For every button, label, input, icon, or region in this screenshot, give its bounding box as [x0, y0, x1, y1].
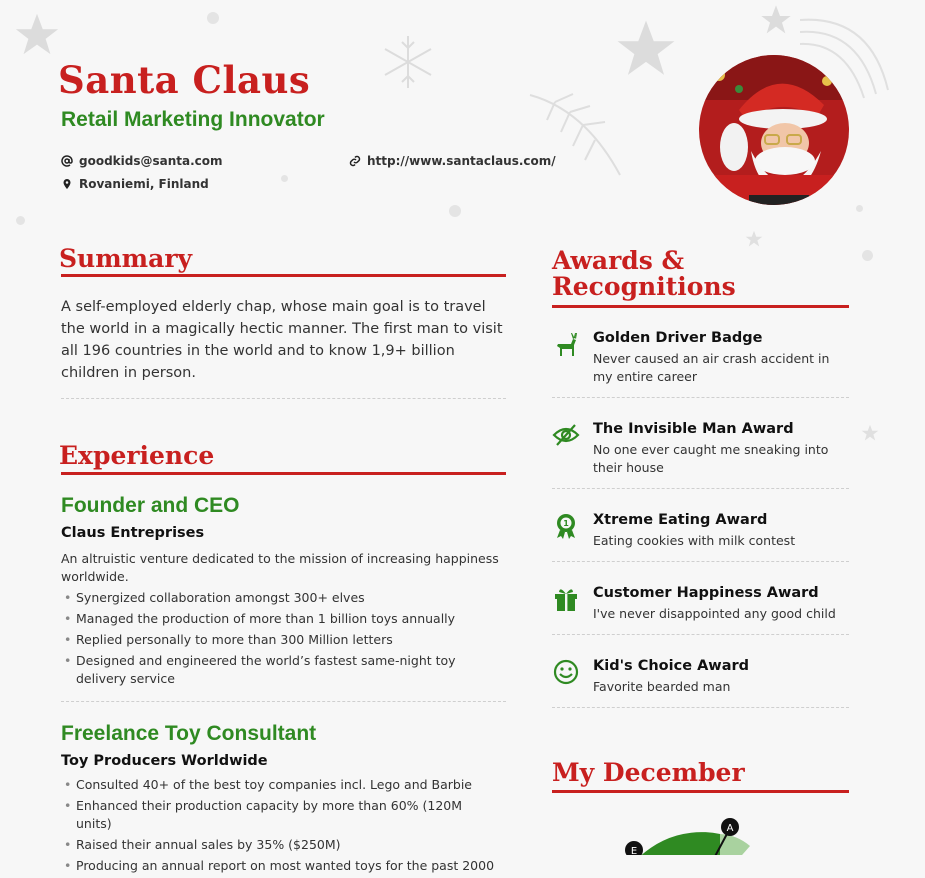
- reindeer-icon: [552, 330, 580, 358]
- pie-label-e: E: [630, 846, 638, 855]
- job-bullet-list: [61, 776, 501, 878]
- smiley-icon: [552, 658, 580, 686]
- dot-decoration: [449, 205, 461, 217]
- job-bullet: • Enhanced their production capacity by more than 60% (120M units): [61, 797, 501, 833]
- december-rule: [552, 790, 849, 793]
- svg-text:1: 1: [563, 519, 569, 528]
- email-text: goodkids@santa.com: [79, 154, 223, 168]
- award-title: Golden Driver Badge: [593, 330, 763, 346]
- awards-heading-line1: Awards &: [552, 246, 685, 275]
- summary-heading: Summary: [59, 244, 193, 273]
- dot-decoration: [281, 175, 288, 182]
- experience-rule: [61, 472, 506, 475]
- snowflake-decoration-icon: [378, 32, 438, 92]
- job-bullet: • Replied personally to more than 300 Million letters: [61, 631, 501, 649]
- divider: [61, 398, 506, 399]
- job-bullet-list: [61, 589, 501, 691]
- job-title: Founder and CEO: [61, 494, 240, 517]
- company-name: Toy Producers Worldwide: [61, 753, 268, 769]
- award-description: Eating cookies with milk contest: [593, 533, 796, 548]
- divider: [552, 397, 849, 398]
- award-title: Customer Happiness Award: [593, 585, 819, 601]
- divider: [552, 707, 849, 708]
- dot-decoration: [207, 12, 219, 24]
- person-title: Retail Marketing Innovator: [61, 108, 325, 131]
- divider: [61, 701, 506, 702]
- star-decoration-icon: [14, 12, 60, 58]
- star-decoration-icon: [861, 424, 879, 442]
- awards-heading: [552, 248, 736, 300]
- dot-decoration: [862, 250, 873, 261]
- divider: [552, 488, 849, 489]
- job-bullet: • Synergized collaboration amongst 300+ elves: [61, 589, 501, 607]
- award-description: Favorite bearded man: [593, 679, 731, 694]
- divider: [552, 634, 849, 635]
- dot-decoration: [16, 216, 25, 225]
- dot-decoration: [856, 205, 863, 212]
- location-contact: [61, 177, 209, 191]
- company-name: Claus Entreprises: [61, 525, 205, 541]
- award-title: Kid's Choice Award: [593, 658, 750, 674]
- link-icon: [349, 155, 361, 167]
- awards-rule: [552, 305, 849, 308]
- person-name: Santa Claus: [58, 58, 311, 102]
- at-sign-icon: [61, 155, 73, 167]
- website-contact[interactable]: [349, 154, 556, 168]
- gift-icon: [552, 585, 580, 613]
- job-bullet: • Raised their annual sales by 35% ($250M): [61, 836, 501, 854]
- star-decoration-icon: [760, 4, 792, 36]
- website-text: http://www.santaclaus.com/: [367, 154, 556, 168]
- divider: [552, 561, 849, 562]
- award-description: I've never disappointed any good child: [593, 606, 836, 621]
- email-contact[interactable]: [61, 154, 223, 168]
- award-title: The Invisible Man Award: [593, 421, 794, 437]
- job-title: Freelance Toy Consultant: [61, 722, 317, 745]
- summary-text: A self-employed elderly chap, whose main goal is to travel the world in a magically hectic manner. The first man to visit all 196 countries in the world and to know 1,9+ billion children in person.: [61, 299, 503, 381]
- eye-slash-icon: [552, 421, 580, 449]
- map-pin-icon: [61, 178, 73, 190]
- awards-heading-line2: Recognitions: [552, 272, 736, 301]
- december-heading: My December: [552, 758, 745, 787]
- award-description: Never caused an air crash accident in my entire career: [593, 351, 830, 384]
- star-decoration-icon: [615, 18, 677, 80]
- summary-rule: [61, 274, 506, 277]
- award-description: No one ever caught me sneaking into their house: [593, 442, 829, 475]
- job-bullet: • Consulted 40+ of the best toy companies incl. Lego and Barbie: [61, 776, 501, 794]
- pie-label-a: A: [726, 823, 734, 834]
- medal-icon: [552, 512, 580, 540]
- location-text: Rovaniemi, Finland: [79, 177, 209, 191]
- experience-heading: Experience: [59, 441, 215, 470]
- award-title: Xtreme Eating Award: [593, 512, 768, 528]
- job-bullet: • Managed the production of more than 1 billion toys annually: [61, 610, 501, 628]
- job-bullet: • Designed and engineered the world’s fastest same-night toy delivery service: [61, 652, 501, 688]
- star-decoration-icon: [745, 230, 763, 248]
- job-bullet: • Producing an annual report on most wanted toys for the past 2000: [61, 857, 501, 875]
- job-description: An altruistic venture dedicated to the mission of increasing happiness worldwide.: [61, 551, 499, 584]
- avatar: [699, 55, 849, 205]
- december-pie-chart: [552, 800, 852, 855]
